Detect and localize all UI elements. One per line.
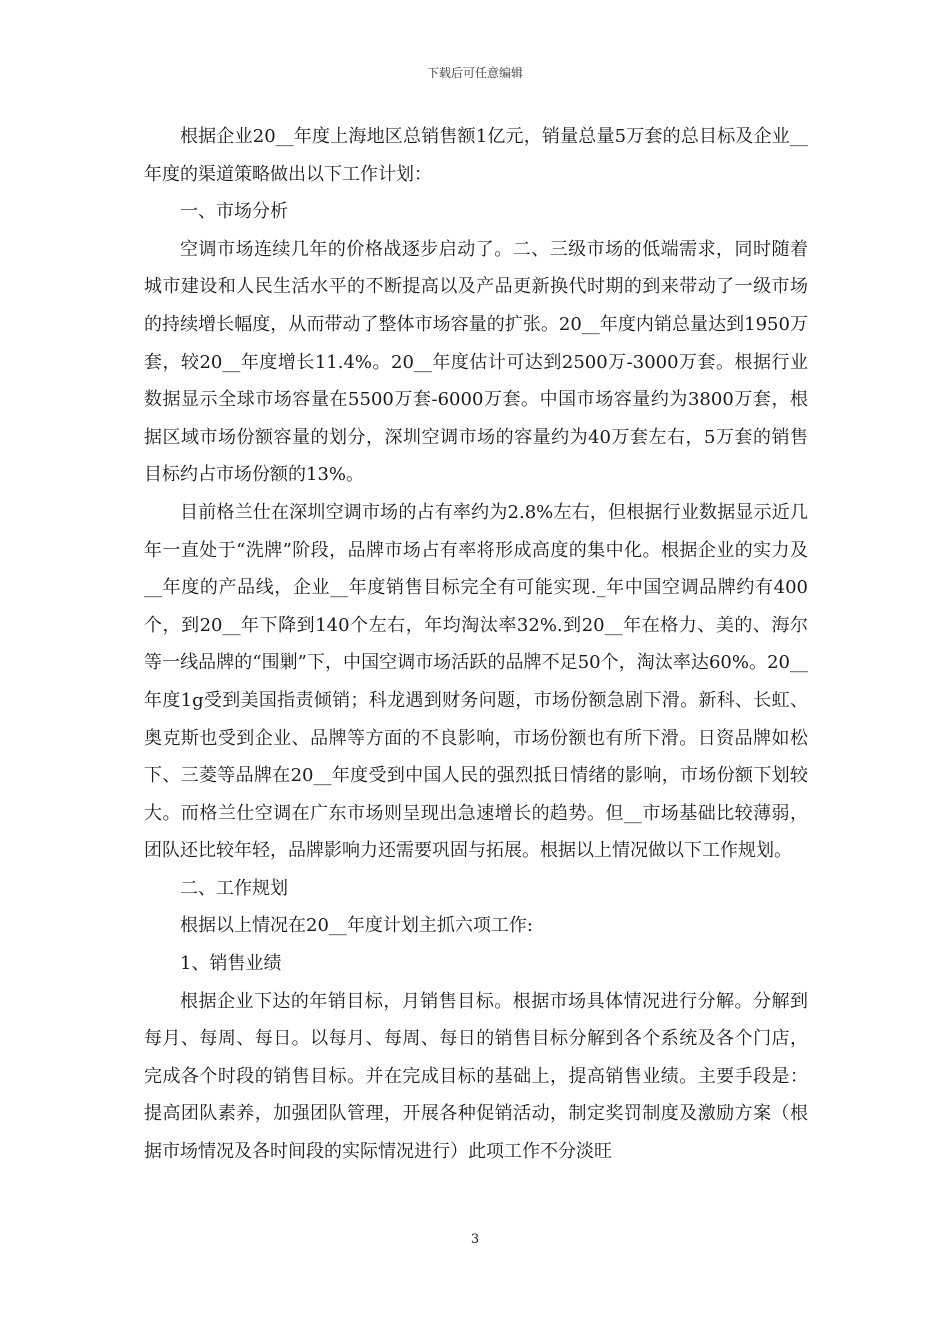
subsection-heading-sales-performance: 1、销售业绩 bbox=[180, 953, 282, 975]
page-number: 3 bbox=[470, 1232, 480, 1247]
section-heading-market-analysis: 一、市场分析 bbox=[180, 201, 288, 223]
work-plan-intro-paragraph: 根据以上情况在20__年度计划主抓六项工作: bbox=[180, 915, 533, 937]
sales-performance-paragraph: 根据企业下达的年销目标，月销售目标。根据市场具体情况进行分解。分解到每月、每周、每日。以每月、每周、每日的销售目标分解到各个系统及各个门店，完成各个时段的销售目标。并在完成目标的基础上，提高销售业绩。主要手段是：提高团队素养，加强团队管理，开展各种促销活动，制定奖罚制度及激励方案（根据市场情况及各时间段的实际情况进行）此项工作不分淡旺 bbox=[144, 990, 808, 1163]
intro-paragraph: 根据企业20__年度上海地区总销售额1亿元，销量总量5万套的总目标及企业__年度的渠道策略做出以下工作计划： bbox=[144, 126, 808, 185]
document-body bbox=[144, 118, 808, 1171]
market-analysis-paragraph: 空调市场连续几年的价格战逐步启动了。二、三级市场的低端需求，同时随着城市建设和人民生活水平的不断提高以及产品更新换代时期的到来带动了一级市场的持续增长幅度，从而带动了整体市场容量的扩张。20__年度内销总量达到1950万套，较20__年度增长11.4%。20__年度估计可达到2500万-3000万套。根据行业数据显示全球市场容量在5500万套-6000万套。中国市场容量约为3800万套，根据区域市场份额容量的划分，深圳空调市场的容量约为40万套左右，5万套的销售目标约占市场份额的13%。 bbox=[144, 238, 808, 486]
market-share-paragraph: 目前格兰仕在深圳空调市场的占有率约为2.8%左右，但根据行业数据显示近几年一直处于“洗牌”阶段，品牌市场占有率将形成高度的集中化。根据企业的实力及__年度的产品线，企业__年度销售目标完全有可能实现._年中国空调品牌约有400个，到20__年下降到140个左右，年均淘汰率32%.到20__年在格力、美的、海尔等一线品牌的“围剿”下，中国空调市场活跃的品牌不足50个，淘汰率达60%。20__年度1g受到美国指责倾销；科龙遇到财务问题，市场份额急剧下滑。新科、长虹、奥克斯也受到企业、品牌等方面的不良影响，市场份额也有所下滑。日资品牌如松下、三菱等品牌在20__年度受到中国人民的强烈抵日情绪的影响，市场份额下划较大。而格兰仕空调在广东市场则呈现出急速增长的趋势。但__市场基础比较薄弱，团队还比较年轻，品牌影响力还需要巩固与拓展。根据以上情况做以下工作规划。 bbox=[144, 501, 808, 862]
section-heading-work-plan: 二、工作规划 bbox=[180, 877, 288, 899]
page-header: 下载后可任意编辑 bbox=[426, 66, 523, 80]
